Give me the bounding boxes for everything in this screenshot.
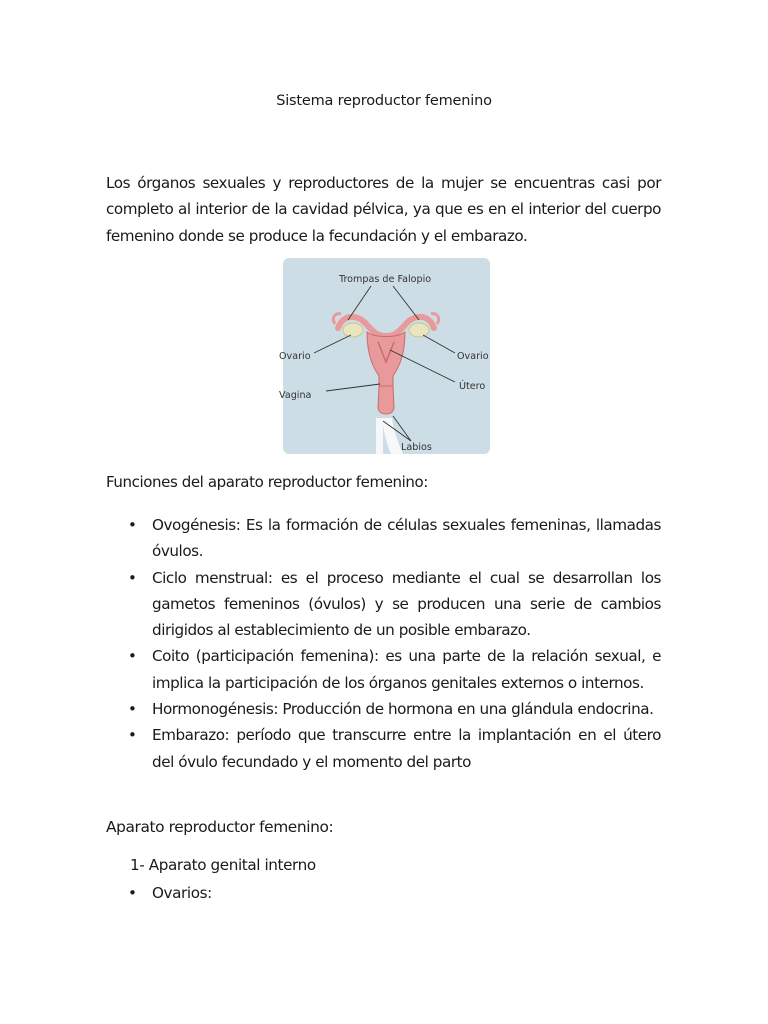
intro-line-3: cuerpo femenino donde se produce la fecundación y el embarazo. (106, 200, 661, 245)
legs-gap (376, 418, 383, 454)
label-vagina: Vagina (279, 390, 312, 401)
label-utero: Útero (459, 381, 486, 392)
list-item-text: Coito (participación femenina): es una parte de la relación sexual, e implica la participación de los órganos genitales externos o internos. (152, 647, 661, 692)
bullet-icon: • (128, 700, 137, 719)
list-item-text: Ovogénesis: Es la formación de células sexuales femeninas, llamadas óvulos. (152, 516, 661, 561)
funciones-list (106, 512, 661, 775)
page-title: Sistema reproductor femenino (276, 93, 492, 109)
bullet-icon: • (128, 568, 137, 587)
label-ovario-left: Ovario (279, 351, 311, 362)
anatomy-diagram (279, 258, 490, 454)
intro-paragraph (106, 170, 661, 249)
list-item (106, 696, 661, 722)
list-item (106, 643, 661, 696)
aparato-heading: Aparato reproductor femenino: (106, 818, 334, 836)
anatomy-figure (279, 258, 490, 454)
list-item (106, 722, 661, 775)
bullet-icon: • (128, 726, 137, 745)
intro-line-1: Los órganos sexuales y reproductores de la mujer se encuentras casi por (106, 174, 661, 192)
intro-line-2: completo al interior de la cavidad pélvica, ya que es en el interior del (106, 200, 607, 219)
list-item-text: Hormonogénesis: Producción de hormona en una glándula endocrina. (152, 700, 654, 719)
label-trompas: Trompas de Falopio (339, 274, 432, 285)
ovarios-list (106, 884, 212, 902)
bullet-icon: • (128, 647, 137, 666)
genital-interno-heading: 1- Aparato genital interno (130, 856, 316, 874)
bullet-icon: • (128, 884, 137, 902)
list-item-text: Ciclo menstrual: es el proceso mediante el cual se desarrollan los gametos femeninos (óvulos) y se producen una serie de cambios dirigidos al establecimiento de un posible embarazo. (152, 568, 661, 640)
label-ovario-right: Ovario (457, 351, 489, 362)
ovarios-colon: : (207, 884, 212, 902)
list-item (106, 512, 661, 565)
list-item-text: Embarazo: período que transcurre entre la implantación en el útero del óvulo fecundado y el momento del parto (152, 726, 661, 771)
list-item (106, 884, 212, 902)
ovary-left (343, 323, 363, 337)
funciones-heading: Funciones del aparato reproductor femenino: (106, 473, 428, 491)
bullet-icon: • (128, 516, 137, 534)
list-item (106, 565, 661, 644)
ovarios-label: Ovarios (152, 884, 208, 902)
label-labios: Labios (401, 442, 432, 453)
ovary-right (409, 323, 429, 337)
vagina (378, 386, 394, 414)
